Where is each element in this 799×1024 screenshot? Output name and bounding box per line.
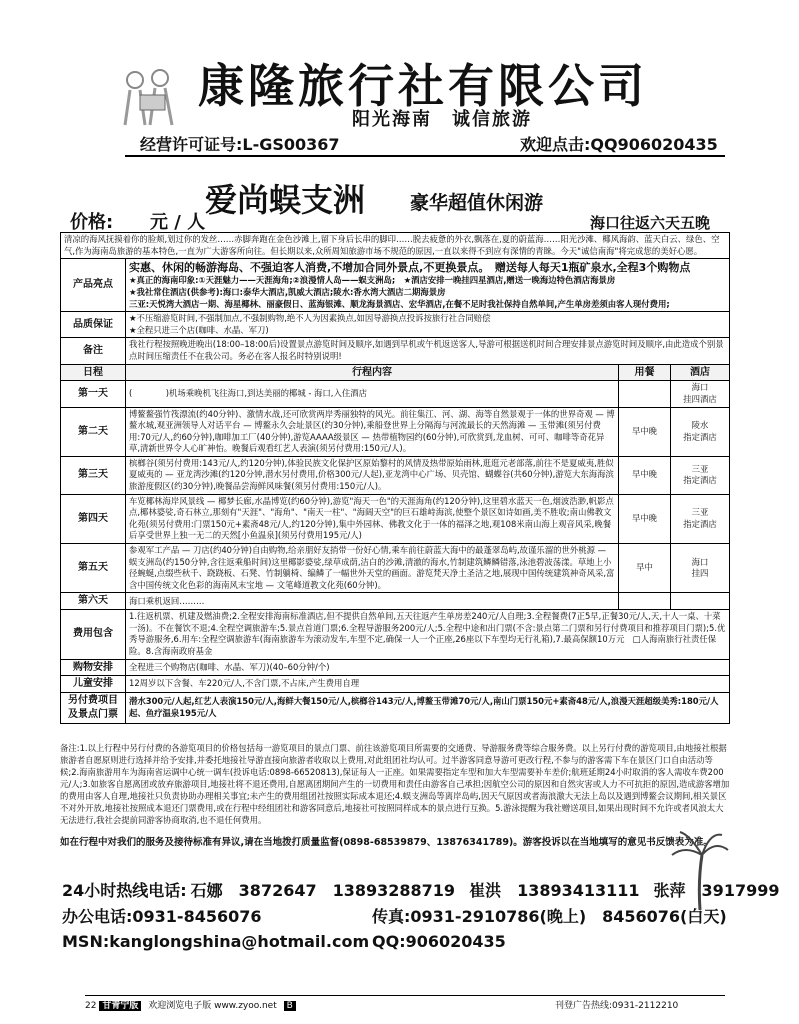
header-meal: 用餐 xyxy=(619,364,671,381)
day-meal: 早中 xyxy=(619,544,671,593)
day-meal: 早中晚 xyxy=(619,456,671,494)
route-duration: 海口往返六天五晚 xyxy=(590,214,711,232)
extra-fees-label: 另付费项目及景点门票 xyxy=(61,693,126,724)
company-name: 康隆旅行社有限公司 xyxy=(198,59,648,113)
footer-divider xyxy=(85,995,725,996)
price-label: 价格: xyxy=(70,212,114,233)
day-row xyxy=(61,494,730,543)
msn-address: MSN:kanglongshina@hotmail.com xyxy=(62,932,370,952)
day-meal xyxy=(619,593,671,610)
product-subtitle: 豪华超值休闲游 xyxy=(410,192,544,214)
highlights-row xyxy=(61,259,730,312)
day-label: 第四天 xyxy=(61,494,126,543)
day-content: 参观军工产品 — 刀店(约40分钟)自由购物,给亲朋好友捎带一份好心情,乘车前往蔚蓝大海中的最蓬翠岛屿,故谨乐溜的世外桃源 — 蜈支洲岛(约150分钟,含往返乘船时间)这里椰影婆娑,绿草成荫,洁白的沙滩,清澈的海水,竹制建筑鳞鳞错落,泳池碧波荡漾。草地上小径蜿蜒,点缀些秋千、跷跷板、石凳、竹制躺椅、编鳞了一幅世外天堂的画面。游览梵天净土圣洁之地,展现中国传统建筑神奇风采,富含中国传统文化色彩的海南风末宝地 — 文笔峰道教文化苑(60分钟)。 xyxy=(126,544,619,593)
child-text: 12周岁以下含餐、车220元/人,不含门票,不占床,产生费用自理 xyxy=(126,676,730,693)
highlight-line: 实惠、休闲的畅游海岛、不强迫客人消费,不增加合同外景点,不更换景点。 赠送每人每天1瓶矿泉水,全程3个购物点 xyxy=(129,261,691,275)
intro-row xyxy=(61,233,730,259)
product-title: 爱尚蜈支洲 xyxy=(205,181,366,219)
day-hotel: 海口 挂四 xyxy=(671,544,730,593)
day-meal xyxy=(619,381,671,407)
day-row xyxy=(61,544,730,593)
page-number: 22 xyxy=(85,1001,97,1011)
day-label: 第二天 xyxy=(61,407,126,456)
day-label: 第一天 xyxy=(61,381,126,407)
day-content: 海口乘机返回……… xyxy=(126,593,619,610)
day-hotel xyxy=(671,593,730,610)
child-row xyxy=(61,676,730,693)
slogan: 阳光海南 诚信旅游 xyxy=(352,109,532,130)
license-number: 经营许可证号:L-GS00367 xyxy=(140,135,340,154)
shopping-row xyxy=(61,659,730,676)
hotline-label: 24小时热线电话: xyxy=(62,881,187,900)
quality-line: ★全程只进三个店(咖啡、水晶、军刀) xyxy=(129,324,269,335)
magazine-edition: 甘青宁版 xyxy=(99,1001,141,1011)
day-row xyxy=(61,407,730,456)
day-meal: 早中晚 xyxy=(619,494,671,543)
contact-block xyxy=(62,878,780,955)
fees-included-row xyxy=(61,610,730,659)
highlights-label: 产品亮点 xyxy=(61,259,126,312)
day-hotel: 海口 挂四酒店 xyxy=(671,381,730,407)
header-content: 行程内容 xyxy=(126,364,619,381)
child-label: 儿童安排 xyxy=(61,676,126,693)
day-row xyxy=(61,381,730,407)
msn-row xyxy=(62,929,742,955)
office-phone: 办公电话:0931-8456076 xyxy=(62,906,262,926)
day-content: 博鳌鳌强竹筏漂流(约40分钟)、激情水战,还可欣赏两岸秀丽独特的风光。前往集江、河、湖、海等自然景观于一体的世界奇观 — 博鳌水城,观亚洲领导人对话平台 — 博鳌永久会址景区(约30分钟),乘船登世界上分隔海与河流最长的天然海滩 — 玉带滩(须另付费用:70元/人,约60分钟),咖啡加工厂(40分钟),游览AAAA级景区 — 热带植物园约(60分钟),可欣赏到,龙血树、可可、咖啡等奇花异草,清新世界令人心旷神怡。晚餐后观看红艺人表演(须另付费用:150元/人)。 xyxy=(126,407,619,456)
day-label: 第五天 xyxy=(61,544,126,593)
day-hotel: 三亚 指定酒店 xyxy=(671,456,730,494)
remark-text: 我社行程按照晚进晚出(18:00–18:00后)设置景点游览时间及顺序,如遇到早机或午机返送客人,导游可根据送机时间合理安排景点游览时间及顺序,由此造成个别景点时间压缩责任不在我公司。务必在客人报名时特别说明! xyxy=(126,338,730,364)
highlight-line: 三亚:天悦湾大酒店一期、海星椰林、丽豪假日、蓝海银滩、顺龙海景酒店、宏华酒店,在餐不足时我社保持自然单间,产生单房差须由客人现付费用; xyxy=(129,298,670,309)
header-divider xyxy=(125,155,725,157)
hotline-row xyxy=(62,878,780,904)
web-notice: 欢迎浏览电子版 www.zyoo.net xyxy=(148,1001,277,1011)
itinerary-table xyxy=(60,232,730,724)
day-content: ( )机场乘晚机飞往海口,到达美丽的椰城 - 海口,入住酒店 xyxy=(126,381,619,407)
day-row xyxy=(61,456,730,494)
day-content: 车览椰林海岸风景线 — 椰梦长廊,水晶博览(约60分钟),游览"海天一色"的天涯海角(约120分钟),这里碧水蓝天一色,烟波浩渺,帆影点点,椰林婆娑,奇石林立,那刻有"天涯"、"海角"、"南天一柱"、"海阔天空"的巨石雄峙海滨,使整个景区如诗如画,美不胜收;南山佛教文化苑(须另付费用:门票150元+素斋48元/人,约120分钟),集中外园林、佛教文化于一体的福泽之地,观108米南山海上观音风采,晚餐后享受世界上独一无二的天然[小鱼温泉](须另付费用195元/人) xyxy=(126,494,619,543)
fees-included-text: 1.往返机票、机建及燃油费;2.全程安排海南标准酒店,但不提供自然单间,五天往返产生单房差240元/人自理;3.全程餐费(7正5早,正餐30元/人,天,十人一桌、十菜一汤)。不在餐饮不退;4.全程空调旅游车;5.景点首道门票;6.全程导游服务200元/人;5.全程中途和出门票(不含:景点第二门票和另行付费项目和推荐项目门票);5.优秀导游服务,6.用车:全程空调旅游车(海南旅游车为滚动发车,车型不定,确保一人一个正座,26座以下车型均无行礼箱),7.最高保额10万元 □人海南旅行社责任保险。8.含海南政府基金 xyxy=(126,610,730,659)
quality-label: 品质保证 xyxy=(61,312,126,338)
hotline-contact: 石娜 3872647 13893288719 xyxy=(190,881,456,900)
day-row xyxy=(61,593,730,610)
quality-row xyxy=(61,312,730,338)
office-row xyxy=(62,904,742,930)
quality-line: ★不压缩游览时间,不强制加点,不强制购物,绝不人为因素换点,如因导游换点投诉按旅行社合同赔偿 xyxy=(129,313,491,324)
travel-illustration xyxy=(110,60,190,140)
complaint-notice: 如在行程中对我们的服务及接待标准有异议,请在当地拨打质量监督(0898-68539879、13876341789)。游客投诉以在当地填写的意见书反馈表为准。 xyxy=(60,837,713,848)
remark-label: 备注 xyxy=(61,338,126,364)
qq-number: QQ:906020435 xyxy=(372,932,506,952)
header-day: 日程 xyxy=(61,364,126,381)
notes-text: 备注:1.以上行程中另行付费的各游览项目的价格包括每一游览项目的景点门票、前往该游览项目所需要的交通费、导游服务费等综合服务费。以上另行付费的游览项目,由地接社根据旅游者自愿原则进行选择并给予安排,并委托地接社导游直接向旅游者收取以上费用,对此组团社均认可。过半游客同意导游可更改行程,不参与的游客需下车在景区门口自由活动等候;2.海南旅游用车为海南省运调中心统一调车(投诉电话:0898-66520813),保证每人一正座。如果需要指定车型和加大车型需要补车差价;航班延期24小时取消的客人需收车费200元/人;3.如旅客自愿离团或放弃旅游项目,地接社将不退还费用,自愿离团期间产生的一切费用和责任由游客自己承担;因航空公司的原因和自然灾害或人力不可抗拒的原因,造成游客增加的费用由客人自理,地接社只负责协助办理相关事宜;未产生的费用组团社按照实际成本退还;4.蜈支洲岛等离岸岛屿,因天气原因或者海浪激大无法上岛以及遇到博鳌会议期间,相关景区不对外开放,地接社按照成本退还门票费用,或在行程中经组团社和游客同意后,地接社可按照同样成本的景点进行互换。5.游泳提醒为我社赠送项目,如果出现时间不允许或者风浪太大无法进行,我社会提前同游客协商取消,也不退任何费用。 xyxy=(60,743,730,825)
highlight-line: ★真正的海南印象:①天涯魅力——天涯海角;②浪漫情人岛——蜈支洲岛; ★酒店安排一晚挂四星酒店,赠送一晚海边特色酒店海景房 xyxy=(129,275,616,286)
hotline-contact: 张萍 3917999 xyxy=(653,881,780,900)
intro-text: 清凉的海风抚摸着你的脸颊,划过你的发丝……赤脚奔跑在金色沙滩上,留下身后长串的脚印……脱去疲惫的外衣,飘落在,夏的蔚蓝海……阳光沙滩、椰风海韵、蓝天白云、绿色、空气,作为海南岛旅游的基本特色,一直为广大游客所向往。但长期以来,众所周知旅游市场不规范的原因,一直以来得不到应有深情的青睐。今天"诚信南海"将完成您的美好心愿。 xyxy=(61,233,730,259)
shopping-label: 购物安排 xyxy=(61,659,126,676)
ad-hotline: 刊登广告热线:0931-2112210 xyxy=(555,1001,679,1011)
extra-fees-text: 潜水300元/人起,红艺人表演150元/人,海鲜大餐150元/人,槟榔谷143元/人,博鳌玉带滩70元/人,南山门票150元+素斋48元/人,浪漫天涯超级美秀:180元/人起、鱼疗温泉195元/人 xyxy=(126,693,730,724)
extra-fees-row xyxy=(61,693,730,724)
qq-welcome: 欢迎点击:QQ906020435 xyxy=(520,135,718,154)
schedule-header xyxy=(61,364,730,381)
section-badge: B xyxy=(284,1001,296,1011)
day-meal: 早中晚 xyxy=(619,407,671,456)
day-content: 槟榔谷(须另付费用:143元/人,约120分钟),体验民族文化保护区原始黎村的风情及热带原始雨林,逛逛元老部落,前往不是夏威夷,胜似夏威夷的 — 亚龙湾沙滩(约120分钟,潜水另付费用,价格300元/人起),亚龙湾中心广场、贝壳馆、蝴蝶谷(共60分钟),游览大东海海滨旅游度假区(约30分钟),晚餐品尝海鲜风味餐(须另付费用:150元/人)。 xyxy=(126,456,619,494)
highlight-line: ★我社常住酒店(供参考):海口:泰华大酒店,凯威大酒店;陵水:香水湾大酒店二期海景房 xyxy=(129,286,446,297)
header-hotel: 酒店 xyxy=(671,364,730,381)
day-label: 第六天 xyxy=(61,593,126,610)
day-hotel: 三亚 指定酒店 xyxy=(671,494,730,543)
shopping-text: 全程进三个购物店(咖啡、水晶、军刀)(40–60分钟/个) xyxy=(126,659,730,676)
price-unit: 元 / 人 xyxy=(150,212,206,233)
day-label: 第三天 xyxy=(61,456,126,494)
fax-number: 传真:0931-2910786(晚上) 8456076(白天) xyxy=(372,906,727,926)
day-hotel: 陵水 指定酒店 xyxy=(671,407,730,456)
fees-included-label: 费用包含 xyxy=(61,610,126,659)
remark-row xyxy=(61,338,730,364)
hotline-contact: 崔洪 13893413111 xyxy=(469,881,640,900)
